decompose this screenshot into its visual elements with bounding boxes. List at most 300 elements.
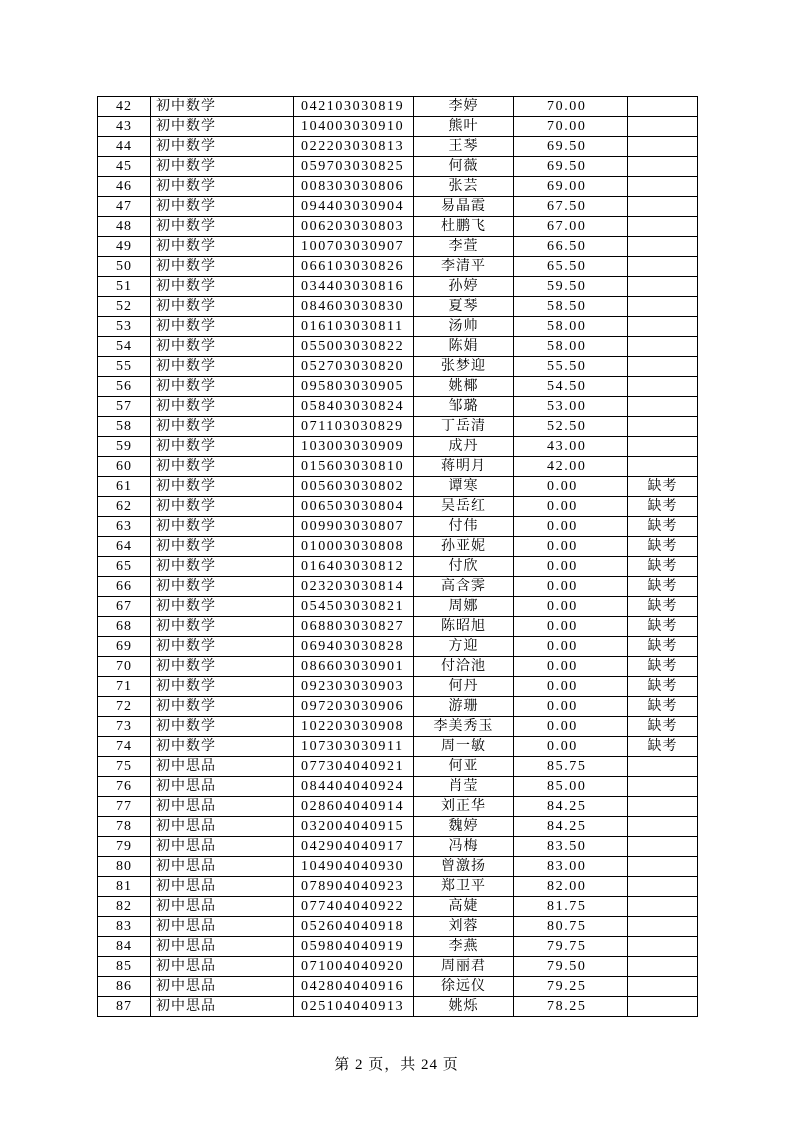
subject-cell: 初中数学	[151, 577, 294, 597]
score-cell: 0.00	[514, 577, 628, 597]
table-row	[98, 897, 698, 917]
row-number-cell: 75	[98, 757, 151, 777]
candidate-id-cell: 006203030803	[294, 217, 414, 237]
row-number-cell: 53	[98, 317, 151, 337]
subject-cell: 初中数学	[151, 317, 294, 337]
table-row	[98, 557, 698, 577]
candidate-id-cell: 010003030808	[294, 537, 414, 557]
row-number-cell: 42	[98, 97, 151, 117]
note-cell: 缺考	[628, 597, 698, 617]
note-cell: 缺考	[628, 477, 698, 497]
score-cell: 0.00	[514, 497, 628, 517]
score-cell: 0.00	[514, 717, 628, 737]
candidate-name-cell: 张芸	[414, 177, 514, 197]
row-number-cell: 58	[98, 417, 151, 437]
subject-cell: 初中数学	[151, 737, 294, 757]
note-cell: 缺考	[628, 557, 698, 577]
row-number-cell: 48	[98, 217, 151, 237]
candidate-name-cell: 周丽君	[414, 957, 514, 977]
candidate-name-cell: 刘正华	[414, 797, 514, 817]
table-row	[98, 177, 698, 197]
subject-cell: 初中数学	[151, 137, 294, 157]
table-row	[98, 257, 698, 277]
candidate-name-cell: 陈昭旭	[414, 617, 514, 637]
table-row	[98, 117, 698, 137]
note-cell	[628, 897, 698, 917]
candidate-id-cell: 016103030811	[294, 317, 414, 337]
score-cell: 0.00	[514, 597, 628, 617]
candidate-name-cell: 徐远仪	[414, 977, 514, 997]
table-row	[98, 637, 698, 657]
row-number-cell: 63	[98, 517, 151, 537]
table-row	[98, 757, 698, 777]
note-cell: 缺考	[628, 657, 698, 677]
subject-cell: 初中数学	[151, 517, 294, 537]
candidate-name-cell: 易晶霞	[414, 197, 514, 217]
subject-cell: 初中思品	[151, 797, 294, 817]
subject-cell: 初中思品	[151, 897, 294, 917]
candidate-name-cell: 李燕	[414, 937, 514, 957]
subject-cell: 初中数学	[151, 477, 294, 497]
candidate-id-cell: 028604040914	[294, 797, 414, 817]
note-cell	[628, 957, 698, 977]
candidate-name-cell: 付洽池	[414, 657, 514, 677]
candidate-id-cell: 009903030807	[294, 517, 414, 537]
subject-cell: 初中数学	[151, 597, 294, 617]
page-number-footer: 第 2 页，共 24 页	[334, 1057, 459, 1073]
note-cell	[628, 397, 698, 417]
row-number-cell: 71	[98, 677, 151, 697]
row-number-cell: 68	[98, 617, 151, 637]
note-cell	[628, 837, 698, 857]
score-cell: 70.00	[514, 117, 628, 137]
note-cell	[628, 197, 698, 217]
note-cell: 缺考	[628, 637, 698, 657]
table-row	[98, 157, 698, 177]
note-cell	[628, 917, 698, 937]
candidate-id-cell: 055003030822	[294, 337, 414, 357]
note-cell	[628, 237, 698, 257]
score-cell: 66.50	[514, 237, 628, 257]
note-cell: 缺考	[628, 577, 698, 597]
row-number-cell: 78	[98, 817, 151, 837]
candidate-id-cell: 008303030806	[294, 177, 414, 197]
candidate-name-cell: 郑卫平	[414, 877, 514, 897]
subject-cell: 初中数学	[151, 97, 294, 117]
subject-cell: 初中思品	[151, 837, 294, 857]
candidate-name-cell: 谭寒	[414, 477, 514, 497]
candidate-id-cell: 107303030911	[294, 737, 414, 757]
score-table	[97, 96, 698, 1017]
candidate-id-cell: 104003030910	[294, 117, 414, 137]
candidate-name-cell: 何薇	[414, 157, 514, 177]
score-cell: 0.00	[514, 557, 628, 577]
score-cell: 79.50	[514, 957, 628, 977]
candidate-id-cell: 104904040930	[294, 857, 414, 877]
table-row	[98, 197, 698, 217]
table-row	[98, 357, 698, 377]
candidate-id-cell: 066103030826	[294, 257, 414, 277]
candidate-name-cell: 何亚	[414, 757, 514, 777]
subject-cell: 初中数学	[151, 177, 294, 197]
candidate-id-cell: 025104040913	[294, 997, 414, 1017]
candidate-name-cell: 姚烁	[414, 997, 514, 1017]
candidate-name-cell: 丁岳清	[414, 417, 514, 437]
note-cell	[628, 817, 698, 837]
candidate-id-cell: 052703030820	[294, 357, 414, 377]
row-number-cell: 55	[98, 357, 151, 377]
candidate-id-cell: 071103030829	[294, 417, 414, 437]
table-row	[98, 617, 698, 637]
subject-cell: 初中数学	[151, 557, 294, 577]
row-number-cell: 76	[98, 777, 151, 797]
note-cell: 缺考	[628, 617, 698, 637]
row-number-cell: 77	[98, 797, 151, 817]
note-cell	[628, 877, 698, 897]
candidate-name-cell: 李婷	[414, 97, 514, 117]
candidate-id-cell: 103003030909	[294, 437, 414, 457]
table-row	[98, 577, 698, 597]
row-number-cell: 83	[98, 917, 151, 937]
table-row	[98, 677, 698, 697]
table-row	[98, 457, 698, 477]
candidate-name-cell: 熊叶	[414, 117, 514, 137]
row-number-cell: 47	[98, 197, 151, 217]
candidate-name-cell: 成丹	[414, 437, 514, 457]
subject-cell: 初中数学	[151, 637, 294, 657]
candidate-name-cell: 吴岳红	[414, 497, 514, 517]
candidate-name-cell: 李清平	[414, 257, 514, 277]
row-number-cell: 66	[98, 577, 151, 597]
table-row	[98, 417, 698, 437]
note-cell	[628, 137, 698, 157]
candidate-name-cell: 高含霁	[414, 577, 514, 597]
table-row	[98, 237, 698, 257]
note-cell	[628, 157, 698, 177]
note-cell	[628, 797, 698, 817]
row-number-cell: 86	[98, 977, 151, 997]
row-number-cell: 85	[98, 957, 151, 977]
candidate-name-cell: 方迎	[414, 637, 514, 657]
candidate-name-cell: 孙婷	[414, 277, 514, 297]
row-number-cell: 69	[98, 637, 151, 657]
score-cell: 67.50	[514, 197, 628, 217]
row-number-cell: 72	[98, 697, 151, 717]
candidate-id-cell: 042904040917	[294, 837, 414, 857]
note-cell	[628, 417, 698, 437]
candidate-name-cell: 杜鹏飞	[414, 217, 514, 237]
note-cell	[628, 937, 698, 957]
candidate-name-cell: 游珊	[414, 697, 514, 717]
subject-cell: 初中思品	[151, 757, 294, 777]
row-number-cell: 51	[98, 277, 151, 297]
note-cell	[628, 857, 698, 877]
candidate-name-cell: 邹璐	[414, 397, 514, 417]
candidate-id-cell: 022203030813	[294, 137, 414, 157]
candidate-name-cell: 何丹	[414, 677, 514, 697]
table-row	[98, 777, 698, 797]
candidate-name-cell: 孙亚妮	[414, 537, 514, 557]
score-cell: 82.00	[514, 877, 628, 897]
candidate-id-cell: 054503030821	[294, 597, 414, 617]
note-cell	[628, 437, 698, 457]
row-number-cell: 60	[98, 457, 151, 477]
subject-cell: 初中数学	[151, 277, 294, 297]
row-number-cell: 43	[98, 117, 151, 137]
score-cell: 58.00	[514, 337, 628, 357]
score-cell: 78.25	[514, 997, 628, 1017]
table-row	[98, 877, 698, 897]
candidate-name-cell: 周一敏	[414, 737, 514, 757]
score-cell: 69.50	[514, 137, 628, 157]
table-row	[98, 517, 698, 537]
row-number-cell: 87	[98, 997, 151, 1017]
table-row	[98, 917, 698, 937]
candidate-name-cell: 汤帅	[414, 317, 514, 337]
score-cell: 0.00	[514, 537, 628, 557]
candidate-name-cell: 刘蓉	[414, 917, 514, 937]
subject-cell: 初中思品	[151, 997, 294, 1017]
row-number-cell: 50	[98, 257, 151, 277]
candidate-id-cell: 042804040916	[294, 977, 414, 997]
candidate-name-cell: 王琴	[414, 137, 514, 157]
candidate-name-cell: 付伟	[414, 517, 514, 537]
subject-cell: 初中数学	[151, 457, 294, 477]
subject-cell: 初中数学	[151, 157, 294, 177]
note-cell	[628, 997, 698, 1017]
row-number-cell: 59	[98, 437, 151, 457]
table-row	[98, 657, 698, 677]
subject-cell: 初中数学	[151, 497, 294, 517]
candidate-id-cell: 016403030812	[294, 557, 414, 577]
score-cell: 58.00	[514, 317, 628, 337]
table-row	[98, 397, 698, 417]
candidate-id-cell: 069403030828	[294, 637, 414, 657]
table-row	[98, 997, 698, 1017]
score-cell: 0.00	[514, 637, 628, 657]
subject-cell: 初中数学	[151, 337, 294, 357]
score-cell: 53.00	[514, 397, 628, 417]
score-cell: 83.00	[514, 857, 628, 877]
score-cell: 0.00	[514, 617, 628, 637]
row-number-cell: 79	[98, 837, 151, 857]
table-row	[98, 477, 698, 497]
row-number-cell: 70	[98, 657, 151, 677]
note-cell: 缺考	[628, 677, 698, 697]
candidate-name-cell: 李美秀玉	[414, 717, 514, 737]
table-row	[98, 597, 698, 617]
candidate-name-cell: 冯梅	[414, 837, 514, 857]
subject-cell: 初中数学	[151, 417, 294, 437]
subject-cell: 初中数学	[151, 257, 294, 277]
score-cell: 59.50	[514, 277, 628, 297]
table-row	[98, 337, 698, 357]
note-cell	[628, 317, 698, 337]
subject-cell: 初中思品	[151, 977, 294, 997]
row-number-cell: 81	[98, 877, 151, 897]
candidate-name-cell: 李萱	[414, 237, 514, 257]
note-cell	[628, 277, 698, 297]
row-number-cell: 73	[98, 717, 151, 737]
candidate-id-cell: 023203030814	[294, 577, 414, 597]
row-number-cell: 46	[98, 177, 151, 197]
candidate-name-cell: 高婕	[414, 897, 514, 917]
candidate-id-cell: 102203030908	[294, 717, 414, 737]
row-number-cell: 84	[98, 937, 151, 957]
candidate-id-cell: 058403030824	[294, 397, 414, 417]
subject-cell: 初中数学	[151, 657, 294, 677]
table-row	[98, 137, 698, 157]
note-cell	[628, 357, 698, 377]
score-cell: 0.00	[514, 677, 628, 697]
note-cell	[628, 337, 698, 357]
candidate-name-cell: 夏琴	[414, 297, 514, 317]
note-cell	[628, 177, 698, 197]
table-row	[98, 717, 698, 737]
row-number-cell: 52	[98, 297, 151, 317]
score-cell: 84.25	[514, 817, 628, 837]
row-number-cell: 67	[98, 597, 151, 617]
score-cell: 65.50	[514, 257, 628, 277]
candidate-id-cell: 077404040922	[294, 897, 414, 917]
note-cell: 缺考	[628, 517, 698, 537]
note-cell	[628, 297, 698, 317]
score-table-body	[98, 97, 698, 1017]
candidate-name-cell: 蒋明月	[414, 457, 514, 477]
subject-cell: 初中数学	[151, 377, 294, 397]
table-row	[98, 977, 698, 997]
table-row	[98, 437, 698, 457]
subject-cell: 初中数学	[151, 117, 294, 137]
candidate-name-cell: 姚椰	[414, 377, 514, 397]
subject-cell: 初中思品	[151, 777, 294, 797]
note-cell: 缺考	[628, 737, 698, 757]
score-cell: 69.00	[514, 177, 628, 197]
subject-cell: 初中数学	[151, 237, 294, 257]
candidate-name-cell: 张梦迎	[414, 357, 514, 377]
candidate-id-cell: 100703030907	[294, 237, 414, 257]
score-cell: 79.75	[514, 937, 628, 957]
subject-cell: 初中思品	[151, 817, 294, 837]
note-cell: 缺考	[628, 537, 698, 557]
score-cell: 80.75	[514, 917, 628, 937]
candidate-name-cell: 周娜	[414, 597, 514, 617]
score-cell: 81.75	[514, 897, 628, 917]
row-number-cell: 54	[98, 337, 151, 357]
score-cell: 42.00	[514, 457, 628, 477]
table-row	[98, 737, 698, 757]
table-row	[98, 937, 698, 957]
candidate-id-cell: 092303030903	[294, 677, 414, 697]
subject-cell: 初中数学	[151, 197, 294, 217]
note-cell: 缺考	[628, 497, 698, 517]
note-cell	[628, 117, 698, 137]
candidate-id-cell: 015603030810	[294, 457, 414, 477]
candidate-name-cell: 曾激扬	[414, 857, 514, 877]
row-number-cell: 57	[98, 397, 151, 417]
row-number-cell: 49	[98, 237, 151, 257]
row-number-cell: 74	[98, 737, 151, 757]
note-cell: 缺考	[628, 697, 698, 717]
subject-cell: 初中数学	[151, 437, 294, 457]
candidate-id-cell: 042103030819	[294, 97, 414, 117]
subject-cell: 初中思品	[151, 937, 294, 957]
table-row	[98, 537, 698, 557]
candidate-id-cell: 095803030905	[294, 377, 414, 397]
subject-cell: 初中数学	[151, 697, 294, 717]
table-row	[98, 297, 698, 317]
subject-cell: 初中数学	[151, 397, 294, 417]
subject-cell: 初中数学	[151, 297, 294, 317]
table-row	[98, 797, 698, 817]
table-row	[98, 957, 698, 977]
table-row	[98, 277, 698, 297]
table-row	[98, 817, 698, 837]
subject-cell: 初中思品	[151, 857, 294, 877]
subject-cell: 初中数学	[151, 617, 294, 637]
candidate-id-cell: 094403030904	[294, 197, 414, 217]
candidate-id-cell: 071004040920	[294, 957, 414, 977]
row-number-cell: 62	[98, 497, 151, 517]
candidate-name-cell: 魏婷	[414, 817, 514, 837]
score-cell: 0.00	[514, 657, 628, 677]
candidate-id-cell: 077304040921	[294, 757, 414, 777]
score-cell: 84.25	[514, 797, 628, 817]
row-number-cell: 45	[98, 157, 151, 177]
row-number-cell: 64	[98, 537, 151, 557]
row-number-cell: 61	[98, 477, 151, 497]
candidate-name-cell: 付欣	[414, 557, 514, 577]
candidate-name-cell: 陈娟	[414, 337, 514, 357]
candidate-id-cell: 059703030825	[294, 157, 414, 177]
score-cell: 0.00	[514, 697, 628, 717]
candidate-id-cell: 078904040923	[294, 877, 414, 897]
subject-cell: 初中数学	[151, 717, 294, 737]
subject-cell: 初中数学	[151, 537, 294, 557]
score-cell: 69.50	[514, 157, 628, 177]
subject-cell: 初中数学	[151, 217, 294, 237]
note-cell	[628, 217, 698, 237]
score-cell: 0.00	[514, 517, 628, 537]
table-row	[98, 317, 698, 337]
note-cell	[628, 377, 698, 397]
note-cell	[628, 257, 698, 277]
candidate-id-cell: 034403030816	[294, 277, 414, 297]
table-row	[98, 217, 698, 237]
row-number-cell: 82	[98, 897, 151, 917]
subject-cell: 初中思品	[151, 877, 294, 897]
table-row	[98, 377, 698, 397]
score-cell: 67.00	[514, 217, 628, 237]
candidate-id-cell: 032004040915	[294, 817, 414, 837]
note-cell	[628, 777, 698, 797]
candidate-name-cell: 肖莹	[414, 777, 514, 797]
note-cell	[628, 977, 698, 997]
score-cell: 79.25	[514, 977, 628, 997]
candidate-id-cell: 006503030804	[294, 497, 414, 517]
candidate-id-cell: 084603030830	[294, 297, 414, 317]
candidate-id-cell: 068803030827	[294, 617, 414, 637]
table-row	[98, 497, 698, 517]
candidate-id-cell: 005603030802	[294, 477, 414, 497]
subject-cell: 初中思品	[151, 957, 294, 977]
row-number-cell: 44	[98, 137, 151, 157]
note-cell: 缺考	[628, 717, 698, 737]
score-cell: 58.50	[514, 297, 628, 317]
score-cell: 85.75	[514, 757, 628, 777]
candidate-id-cell: 086603030901	[294, 657, 414, 677]
table-row	[98, 697, 698, 717]
